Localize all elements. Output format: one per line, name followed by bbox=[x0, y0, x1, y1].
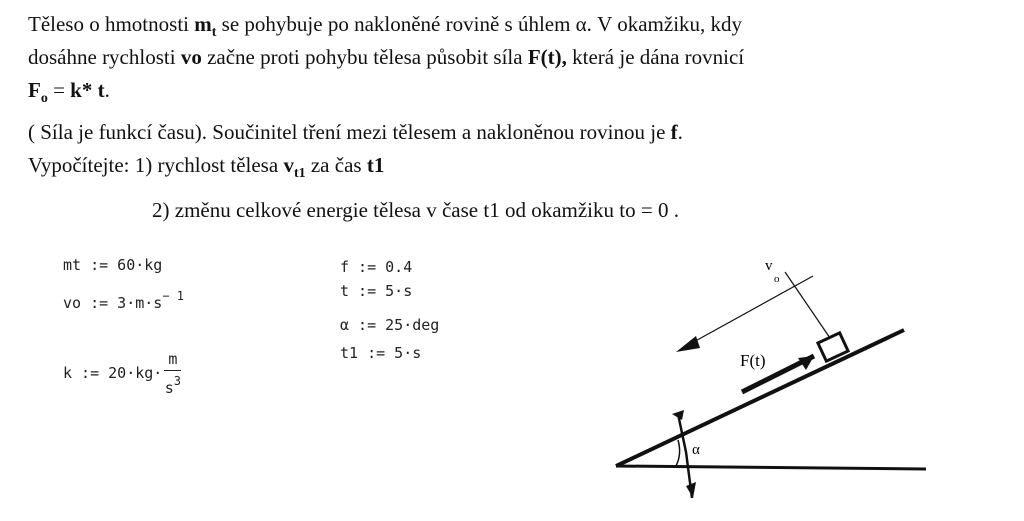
mass-symbol: $m_t$ bbox=[194, 12, 217, 40]
problem-line-6 bbox=[152, 198, 679, 222]
line4-text: ( Síla je funkcí času). Součinitel tření mezi tělesem a nakloněnou rovinou je bbox=[28, 120, 671, 144]
line2-text-b: začne proti pohybu tělesa působit síla bbox=[201, 45, 528, 69]
problem-line-5 bbox=[28, 153, 385, 181]
line2-text-a: dosáhne rychlosti bbox=[28, 45, 181, 69]
equals-sign: = bbox=[47, 78, 71, 102]
velocity-label-subscript: o bbox=[774, 273, 780, 285]
force-equation-rhs: k* t bbox=[70, 78, 105, 102]
line1-text-b: se pohybuje po nakloněné rovině s úhlem α. V okamžiku, kdy bbox=[216, 12, 743, 36]
mathcad-t1: t1 := 5·s bbox=[340, 344, 422, 362]
problem-line-3 bbox=[28, 78, 110, 106]
mathcad-mt: mt := 60·kg bbox=[63, 256, 163, 274]
line1-text-a: Těleso o hmotnosti bbox=[28, 12, 195, 36]
task-1-text: Vypočítejte: 1) rychlost tělesa bbox=[28, 153, 284, 177]
mathcad-alpha: α := 25·deg bbox=[340, 316, 440, 334]
friction-symbol: f bbox=[670, 120, 678, 144]
angle-label: α bbox=[692, 442, 700, 458]
time-t1-symbol: t1 bbox=[366, 153, 385, 177]
mathcad-t: t := 5·s bbox=[340, 282, 413, 300]
force-symbol: F(t), bbox=[527, 45, 567, 69]
problem-line-2 bbox=[28, 45, 744, 69]
angle-arc bbox=[676, 440, 680, 466]
line2-text-c: která je dána rovnicí bbox=[566, 45, 745, 69]
velocity-label: v bbox=[765, 258, 773, 274]
mathcad-k: k := 20·kg· $\frac{m}{s^3}$ bbox=[63, 350, 181, 397]
mathcad-f: f := 0.4 bbox=[340, 258, 413, 276]
velocity-symbol: vo bbox=[180, 45, 202, 69]
task-2-text: 2) změnu celkové energie tělesa v čase t1 od okamžiku to = 0 . bbox=[152, 198, 679, 222]
velocity-reference-line bbox=[785, 272, 830, 338]
task-1-text-b: za čas bbox=[305, 153, 367, 177]
velocity-arrow-head bbox=[676, 336, 700, 352]
k-fraction: $\frac{m}{s^3}$ bbox=[164, 350, 181, 397]
line3-period: . bbox=[104, 78, 110, 102]
line4-period: . bbox=[677, 120, 683, 144]
inclined-plane-diagram bbox=[600, 240, 930, 505]
ground-line bbox=[616, 466, 926, 469]
force-label: F(t) bbox=[740, 351, 766, 370]
mathcad-vo: vo := $3\cdot m\cdot s^{- 1}$ bbox=[63, 289, 185, 312]
problem-line-1 bbox=[28, 12, 743, 40]
force-equation-lhs: $F_o$ bbox=[28, 78, 48, 106]
problem-line-4 bbox=[28, 120, 683, 144]
velocity-t1-symbol: $v_{t1}$ bbox=[283, 153, 306, 181]
